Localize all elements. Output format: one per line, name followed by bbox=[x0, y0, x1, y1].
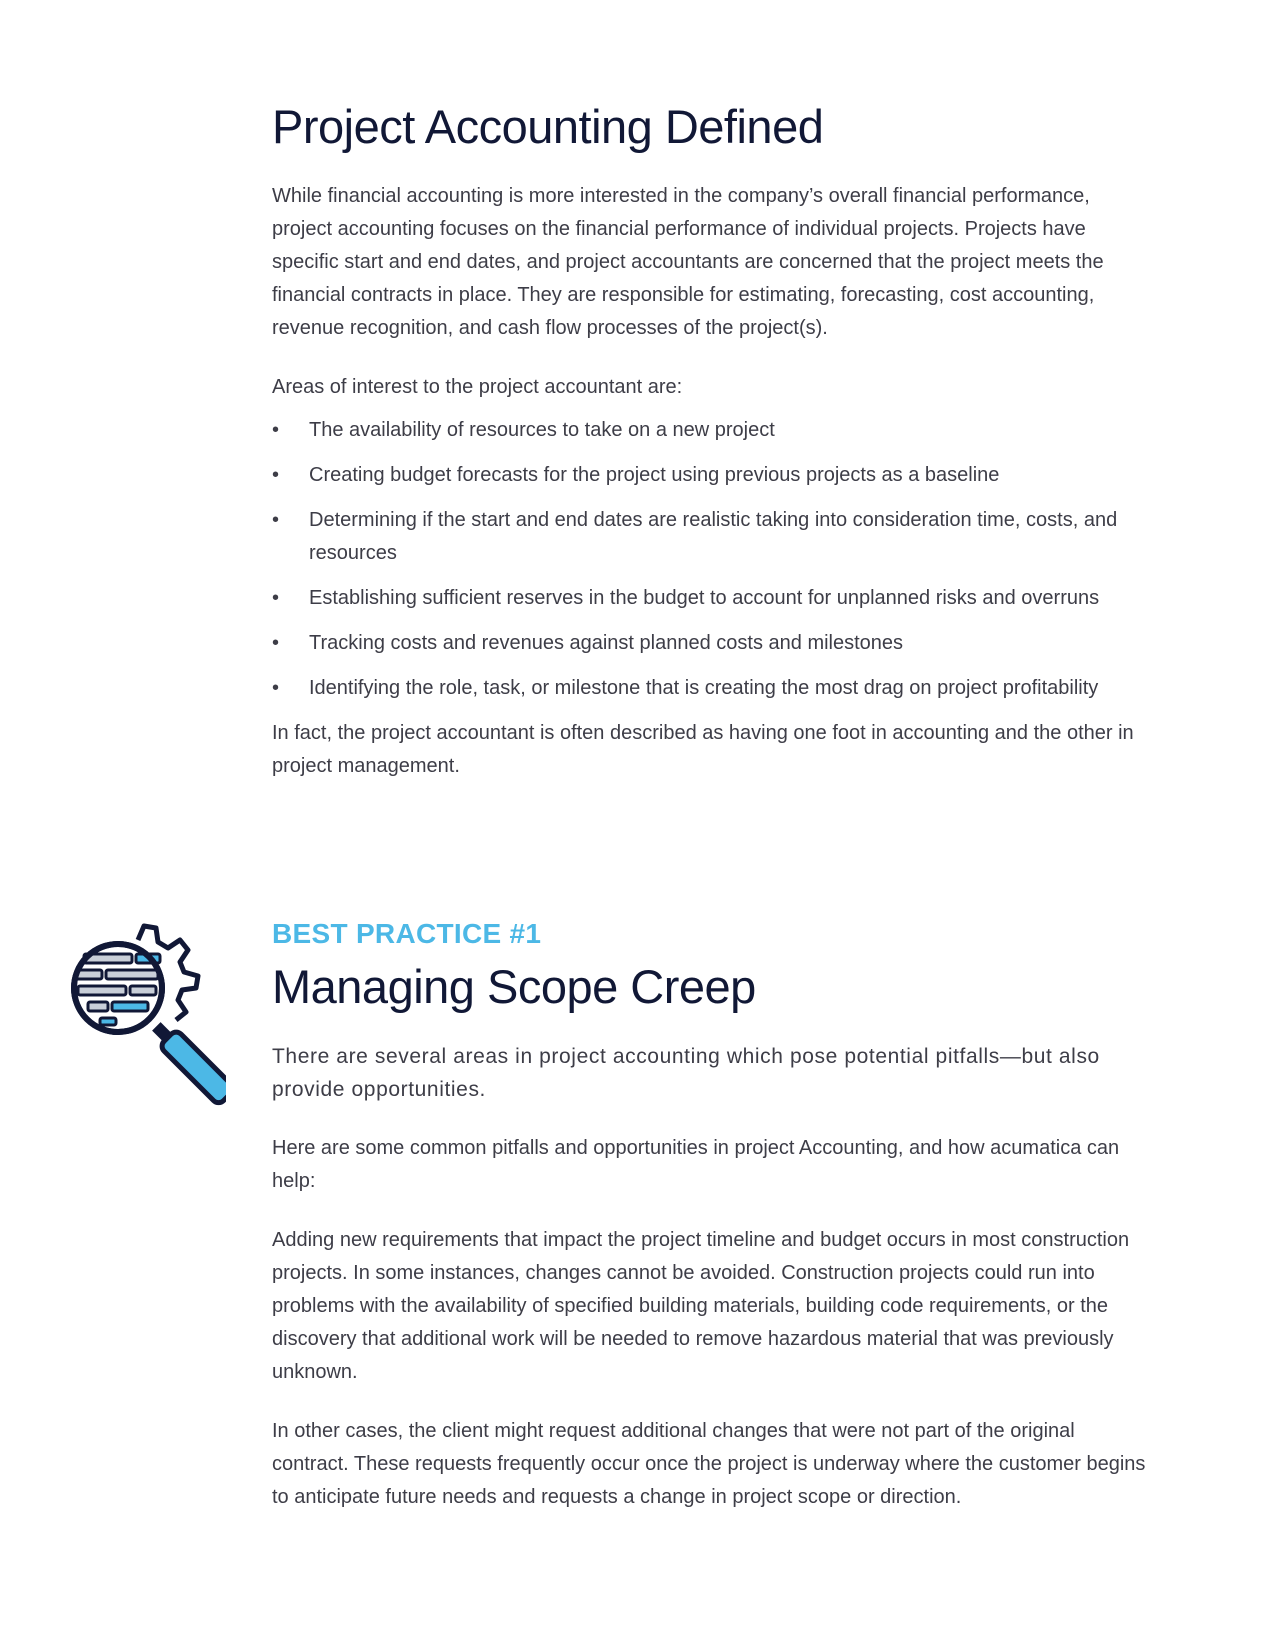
paragraph: Here are some common pitfalls and opportunities in project Accounting, and how acumatica can help: bbox=[272, 1137, 1120, 1193]
list-item-text: Creating budget forecasts for the project using previous projects as a baseline bbox=[309, 464, 1000, 487]
list-item bbox=[272, 627, 1152, 660]
bullet-icon: • bbox=[272, 677, 280, 700]
closing-paragraph: In fact, the project accountant is often described as having one foot in accounting and the other in project management. bbox=[272, 722, 1134, 778]
list-item-text: Determining if the start and end dates are realistic taking into consideration time, costs, and resources bbox=[309, 509, 1118, 565]
list-item-text: Identifying the role, task, or milestone that is creating the most drag on project profitability bbox=[309, 677, 1099, 700]
section-kicker: BEST PRACTICE #1 bbox=[272, 918, 542, 949]
bullet-icon: • bbox=[272, 464, 280, 487]
section-project-accounting bbox=[272, 100, 1152, 783]
bullet-icon: • bbox=[272, 587, 280, 610]
bullet-icon: • bbox=[272, 419, 280, 442]
list-item bbox=[272, 504, 1152, 570]
list-item bbox=[272, 582, 1152, 615]
bullet-icon: • bbox=[272, 632, 280, 655]
bullet-icon: • bbox=[272, 509, 280, 532]
intro-paragraph: While financial accounting is more interested in the company’s overall financial performance, project accounting focuses on the financial performance of individual projects. Projects have specific start and end dates, and project accountants are concerned that the project meets the financial contracts in place. They are responsible for estimating, forecasting, cost accounting, revenue recognition, and cash flow processes of the project(s). bbox=[272, 185, 1104, 340]
list-item bbox=[272, 672, 1152, 705]
areas-of-interest-list bbox=[272, 414, 1152, 705]
list-intro: Areas of interest to the project accountant are: bbox=[272, 376, 683, 399]
paragraph: In other cases, the client might request additional changes that were not part of the original contract. These requests frequently occur once the project is underway where the customer begins to anticipate future needs and requests a change in project scope or direction. bbox=[272, 1420, 1146, 1509]
page-title: Project Accounting Defined bbox=[272, 100, 824, 153]
list-item-text: Establishing sufficient reserves in the budget to account for unplanned risks and overruns bbox=[309, 587, 1100, 610]
section-best-practice-1 bbox=[272, 918, 1152, 1514]
list-item bbox=[272, 414, 1152, 447]
paragraph: Adding new requirements that impact the project timeline and budget occurs in most construction projects. In some instances, changes cannot be avoided. Construction projects could run into problems with the availability of specified building materials, building code requirements, or the discovery that additional work will be needed to remove hazardous material that was previously unknown. bbox=[272, 1229, 1130, 1384]
lead-paragraph: There are several areas in project accounting which pose potential pitfalls—but also provide opportunities. bbox=[272, 1045, 1100, 1102]
section-title: Managing Scope Creep bbox=[272, 960, 756, 1013]
list-item-text: Tracking costs and revenues against planned costs and milestones bbox=[309, 632, 904, 655]
list-item bbox=[272, 459, 1152, 492]
list-item-text: The availability of resources to take on a new project bbox=[309, 419, 775, 442]
magnifier-gear-icon bbox=[66, 916, 226, 1116]
